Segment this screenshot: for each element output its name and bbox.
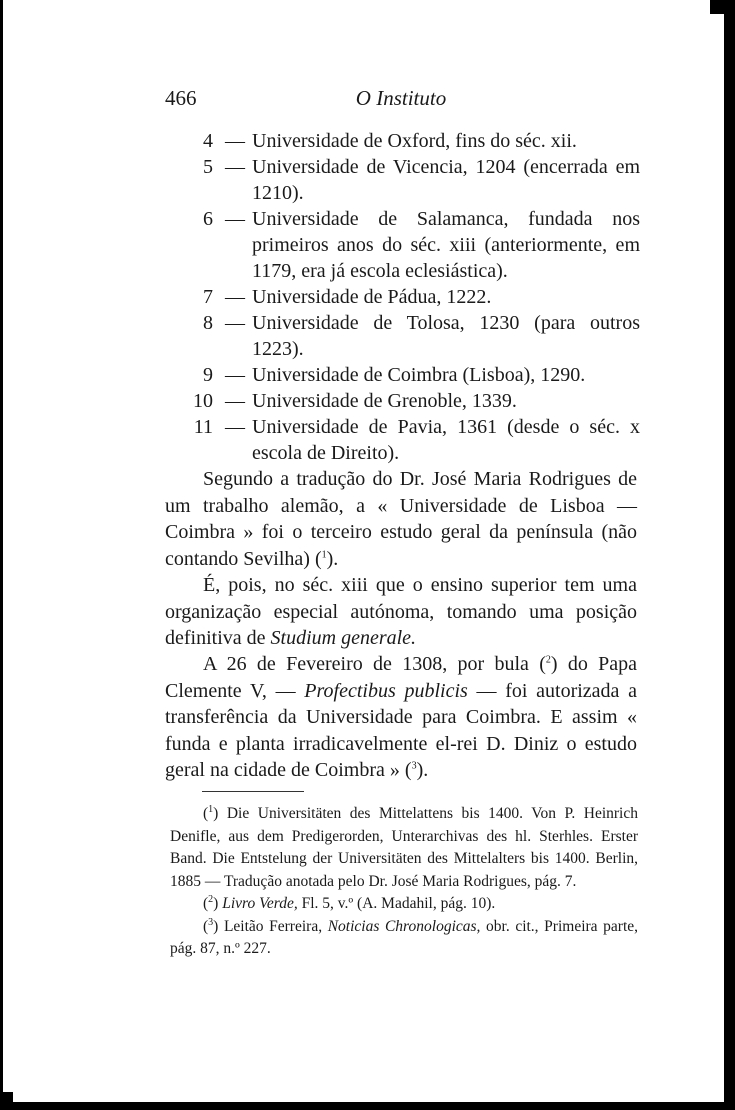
list-item-dash: — bbox=[225, 364, 245, 386]
list-item bbox=[165, 388, 640, 414]
paragraph-text: ) do Papa Clemente V, — bbox=[165, 653, 637, 702]
list-item bbox=[165, 284, 640, 310]
footnote-mark: 2 bbox=[208, 893, 214, 905]
list-item-text: Universidade de Pádua, 1222. bbox=[252, 286, 492, 308]
footnote-1: ($^1$) Die Universitäten des Mittelattens bis 1400. Von P. Heinrich Denifle, aus dem Predigerorden, Unterarchivas des hl. Sterhles. Erster Band. Die Entstelung der Universitäten des Mittelalters bis 1400. Berlin, 1885 — Tradução anotada pelo Dr. José Maria Rodrigues, pág. 7. bbox=[170, 803, 638, 890]
paragraph-text: A 26 de Fevereiro de 1308, por bula ( bbox=[203, 653, 546, 675]
footnote-ref: 3 bbox=[411, 760, 417, 772]
list-item bbox=[165, 414, 640, 466]
list-item-number: 11 bbox=[193, 416, 213, 438]
list-item-number: 10 bbox=[193, 390, 213, 412]
italic-term: Studium generale. bbox=[270, 627, 417, 649]
list-item-text: Universidade de Salamanca, fundada nos primeiros anos do séc. xiii (anteriormente, em 1179, era já escola eclesiástica). bbox=[252, 208, 640, 282]
italic-term: Profectibus publicis bbox=[304, 679, 468, 702]
footnote-mark: 1 bbox=[208, 803, 214, 815]
paragraph-studium bbox=[165, 572, 637, 652]
running-title: O Instituto bbox=[355, 86, 447, 110]
list-item-dash: — bbox=[225, 416, 245, 438]
list-item-dash: — bbox=[225, 208, 245, 230]
page-header bbox=[165, 86, 637, 116]
footnote-text: obr. cit., Primeira parte, pág. 87, n.º 227. bbox=[170, 917, 638, 957]
list-item bbox=[165, 154, 640, 206]
list-item-text: Universidade de Vicencia, 1204 (encerrada em 1210). bbox=[252, 156, 640, 204]
footnote-2: ($^2$) Livro Verde, Fl. 5, v.º (A. Madahil, pág. 10). bbox=[203, 893, 496, 912]
paragraph-text: Segundo a tradução do Dr. José Maria Rodrigues de um trabalho alemão, a « Universidade de Lisboa — Coimbra » foi o terceiro estudo geral da península (não contando Sevilha) ( bbox=[165, 468, 637, 570]
footnotes bbox=[170, 803, 638, 961]
page-number: 466 bbox=[165, 86, 197, 110]
list-item-text: Universidade de Pavia, 1361 (desde o séc. x escola de Direito). bbox=[252, 416, 640, 464]
footnote-text: Leitão Ferreira, bbox=[223, 917, 328, 935]
list-item-text: Universidade de Tolosa, 1230 (para outros 1223). bbox=[252, 312, 640, 360]
list-item-text: Universidade de Grenoble, 1339. bbox=[252, 390, 517, 412]
list-item-dash: — bbox=[225, 130, 245, 152]
list-item-number: 4 bbox=[203, 130, 213, 152]
list-item bbox=[165, 206, 640, 284]
footnote-mark: 3 bbox=[208, 916, 214, 928]
list-item-number: 9 bbox=[203, 364, 213, 386]
list-item-dash: — bbox=[225, 390, 245, 412]
footnote-ref: 2 bbox=[545, 654, 551, 666]
footnote-3: ($^3$) Leitão Ferreira, Noticias Chronologicas, obr. cit., Primeira parte, pág. 87, n.º 227. bbox=[170, 916, 638, 957]
list-item bbox=[165, 310, 640, 362]
footnote-text: Die Universitäten des Mittelattens bis 1400. Von P. Heinrich Denifle, aus dem Predigerorden, Unterarchivas des hl. Sterhles. Erster Band. Die Entstelung der Universitäten des Mittelalters bis 1400. Berlin, 1885 — Tradução anotada pelo Dr. José Maria Rodrigues, pág. 7. bbox=[170, 805, 638, 890]
list-item-number: 7 bbox=[203, 286, 213, 308]
paragraph-text: — foi autorizada a transferência da Universidade para Coimbra. E assim « funda e planta irradicavelmente el-rei D. Diniz o estudo geral na cidade de Coimbra » ( bbox=[165, 679, 638, 781]
list-item-text: Universidade de Oxford, fins do séc. xii. bbox=[252, 130, 577, 152]
list-item-text: Universidade de Coimbra (Lisboa), 1290. bbox=[252, 364, 586, 386]
italic-term: Noticias Chronologicas, bbox=[327, 917, 481, 935]
paragraph-text: ). bbox=[416, 759, 429, 781]
footnote-ref: 1 bbox=[321, 548, 327, 560]
paragraph-bula bbox=[165, 651, 637, 784]
list-item-number: 5 bbox=[203, 156, 213, 178]
list-item bbox=[165, 362, 640, 388]
paragraph-text: ). bbox=[326, 547, 339, 570]
list-item bbox=[165, 128, 640, 154]
italic-term: Livro Verde, bbox=[222, 895, 298, 912]
university-list bbox=[165, 128, 640, 466]
footnote-separator bbox=[202, 791, 304, 792]
list-item-dash: — bbox=[225, 312, 245, 334]
list-item-number: 8 bbox=[203, 312, 213, 334]
footnote-text: Fl. 5, v.º (A. Madahil, pág. 10). bbox=[297, 895, 496, 912]
list-item-dash: — bbox=[225, 156, 245, 178]
list-item-dash: — bbox=[225, 286, 245, 308]
paragraph-traducao bbox=[165, 466, 637, 572]
paragraph-text: É, pois, no séc. xiii que o ensino superior tem uma organização especial autónoma, tomando uma posição definitiva de bbox=[165, 574, 637, 649]
list-item-number: 6 bbox=[203, 208, 213, 230]
